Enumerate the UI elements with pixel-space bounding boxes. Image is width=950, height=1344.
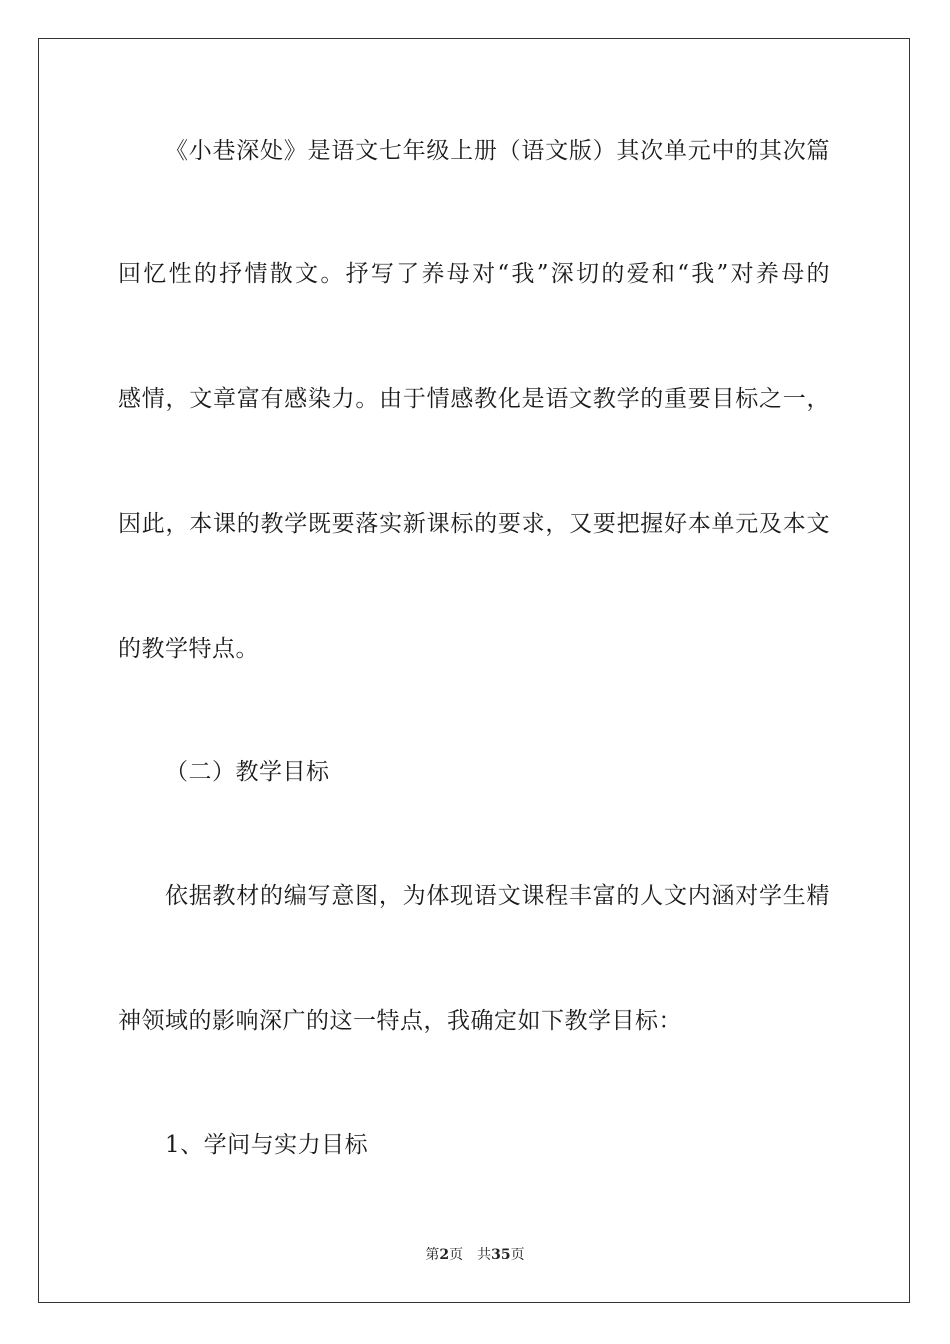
paragraph-line: 因此，本课的教学既要落实新课标的要求，又要把握好本单元及本文: [118, 511, 830, 537]
section-heading: （二）教学目标: [165, 759, 330, 785]
paragraph-line: 依据教材的编写意图，为体现语文课程丰富的人文内涵对学生精: [165, 883, 830, 909]
footer-page-prefix: 第: [425, 1247, 440, 1263]
paragraph-line: 感情，文章富有感染力。由于情感教化是语文教学的重要目标之一，: [118, 386, 830, 412]
footer-total-suffix: 页: [510, 1247, 525, 1263]
footer-page-suffix: 页: [449, 1247, 464, 1263]
footer-page-number: 2: [439, 1247, 450, 1263]
page-footer: [0, 1245, 950, 1265]
paragraph-line: 的教学特点。: [118, 636, 259, 662]
paragraph-line: 《小巷深处》是语文七年级上册（语文版）其次单元中的其次篇: [165, 138, 830, 164]
footer-total-pages: 35: [491, 1247, 511, 1263]
page-frame: [38, 38, 910, 1303]
paragraph-line: 回忆性的抒情散文。抒写了养母对“我”深切的爱和“我”对养母的: [118, 261, 830, 287]
subsection-heading: 1、学问与实力目标: [165, 1132, 369, 1158]
footer-total-prefix: 共: [477, 1247, 492, 1263]
paragraph-line: 神领域的影响深广的这一特点，我确定如下教学目标：: [118, 1008, 682, 1034]
